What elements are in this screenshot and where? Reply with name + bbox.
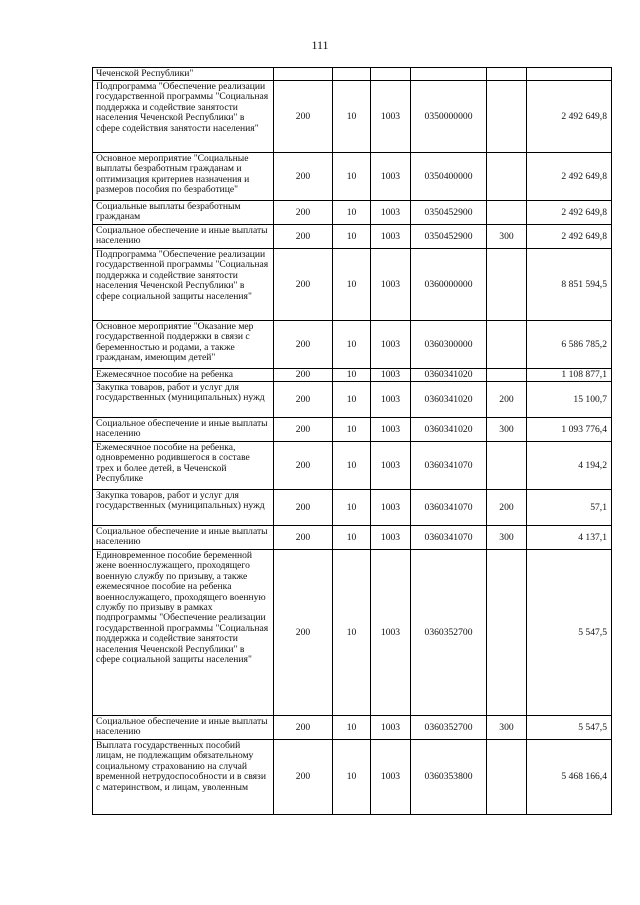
subsection-code-cell: 1003: [371, 249, 411, 321]
subsection-code-cell: 1003: [371, 225, 411, 249]
ministry-code-cell: 200: [274, 225, 333, 249]
amount-cell: 6 586 785,2: [527, 321, 612, 369]
section-code-cell: 10: [333, 490, 371, 526]
subsection-code-cell: 1003: [371, 442, 411, 490]
ministry-code-cell: 200: [274, 490, 333, 526]
ministry-code-cell: 200: [274, 442, 333, 490]
expense-name-cell: Социальное обеспечение и иные выплаты населению: [93, 716, 274, 740]
table-row: [93, 418, 612, 442]
budget-table-body: [93, 68, 612, 815]
expense-type-code-cell: 200: [487, 490, 527, 526]
target-article-code-cell: 0360341070: [411, 526, 487, 550]
amount-cell: 1 108 877,1: [527, 369, 612, 382]
expense-name-cell: Единовременное пособие беременной жене военнослужащего, проходящего военную службу по призыву, а также ежемесячное пособие на ребенка военнослужащего, проходящего военную службу по призыву в рамках подпрограммы "Обеспечение реализации государственной программы "Социальная поддержка и содействие занятости населения Чеченской Республики" в сфере социальной защиты населения": [93, 550, 274, 716]
ministry-code-cell: 200: [274, 369, 333, 382]
target-article-code-cell: 0360341020: [411, 382, 487, 418]
subsection-code-cell: 1003: [371, 550, 411, 716]
subsection-code-cell: 1003: [371, 418, 411, 442]
expense-type-code-cell: [487, 68, 527, 81]
subsection-code-cell: 1003: [371, 526, 411, 550]
expense-type-code-cell: 300: [487, 716, 527, 740]
expense-type-code-cell: [487, 321, 527, 369]
ministry-code-cell: 200: [274, 201, 333, 225]
expense-name-cell: Закупка товаров, работ и услуг для государственных (муниципальных) нужд: [93, 382, 274, 418]
section-code-cell: 10: [333, 321, 371, 369]
ministry-code-cell: 200: [274, 418, 333, 442]
ministry-code-cell: 200: [274, 740, 333, 815]
table-row: [93, 225, 612, 249]
subsection-code-cell: 1003: [371, 740, 411, 815]
target-article-code-cell: 0360341020: [411, 418, 487, 442]
amount-cell: 8 851 594,5: [527, 249, 612, 321]
amount-cell: 1 093 776,4: [527, 418, 612, 442]
table-row: [93, 526, 612, 550]
expense-name-cell: Чеченской Республики": [93, 68, 274, 81]
section-code-cell: 10: [333, 369, 371, 382]
expense-name-cell: Основное мероприятие "Оказание мер государственной поддержки в связи с беременностью и родами, а также гражданам, имеющим детей": [93, 321, 274, 369]
subsection-code-cell: 1003: [371, 81, 411, 153]
section-code-cell: 10: [333, 249, 371, 321]
ministry-code-cell: 200: [274, 716, 333, 740]
ministry-code-cell: 200: [274, 382, 333, 418]
ministry-code-cell: 200: [274, 249, 333, 321]
target-article-code-cell: 0350452900: [411, 201, 487, 225]
target-article-code-cell: 0360341020: [411, 369, 487, 382]
section-code-cell: 10: [333, 418, 371, 442]
table-row: [93, 321, 612, 369]
budget-table: [92, 67, 612, 815]
expense-type-code-cell: [487, 249, 527, 321]
table-row: [93, 716, 612, 740]
subsection-code-cell: 1003: [371, 382, 411, 418]
subsection-code-cell: 1003: [371, 153, 411, 201]
expense-type-code-cell: [487, 740, 527, 815]
target-article-code-cell: 0350452900: [411, 225, 487, 249]
subsection-code-cell: 1003: [371, 321, 411, 369]
target-article-code-cell: 0360341070: [411, 490, 487, 526]
ministry-code-cell: 200: [274, 550, 333, 716]
amount-cell: 5 547,5: [527, 716, 612, 740]
table-row: [93, 153, 612, 201]
table-row: [93, 490, 612, 526]
ministry-code-cell: 200: [274, 321, 333, 369]
target-article-code-cell: 0360352700: [411, 550, 487, 716]
section-code-cell: 10: [333, 526, 371, 550]
expense-name-cell: Ежемесячное пособие на ребенка, одновременно родившегося в составе трех и более детей, в Чеченской Республике: [93, 442, 274, 490]
ministry-code-cell: [274, 68, 333, 81]
amount-cell: 5 468 166,4: [527, 740, 612, 815]
section-code-cell: 10: [333, 550, 371, 716]
amount-cell: 57,1: [527, 490, 612, 526]
expense-type-code-cell: [487, 550, 527, 716]
expense-name-cell: Выплата государственных пособий лицам, не подлежащим обязательному социальному страхованию на случай временной нетрудоспособности и в связи с материнством, и лицам, уволенным: [93, 740, 274, 815]
amount-cell: 2 492 649,8: [527, 81, 612, 153]
target-article-code-cell: 0360352700: [411, 716, 487, 740]
section-code-cell: 10: [333, 153, 371, 201]
expense-type-code-cell: [487, 81, 527, 153]
expense-type-code-cell: [487, 442, 527, 490]
amount-cell: 2 492 649,8: [527, 201, 612, 225]
table-row: [93, 550, 612, 716]
expense-name-cell: Основное мероприятие "Социальные выплаты безработным гражданам и оптимизация критериев назначения и размеров пособия по безработице": [93, 153, 274, 201]
section-code-cell: 10: [333, 81, 371, 153]
subsection-code-cell: 1003: [371, 490, 411, 526]
ministry-code-cell: 200: [274, 153, 333, 201]
subsection-code-cell: 1003: [371, 716, 411, 740]
page-number: 111: [311, 38, 329, 52]
amount-cell: 4 194,2: [527, 442, 612, 490]
ministry-code-cell: 200: [274, 526, 333, 550]
amount-cell: 2 492 649,8: [527, 153, 612, 201]
section-code-cell: 10: [333, 716, 371, 740]
section-code-cell: 10: [333, 382, 371, 418]
target-article-code-cell: 0360353800: [411, 740, 487, 815]
section-code-cell: [333, 68, 371, 81]
expense-type-code-cell: 300: [487, 526, 527, 550]
section-code-cell: 10: [333, 225, 371, 249]
section-code-cell: 10: [333, 442, 371, 490]
expense-name-cell: Закупка товаров, работ и услуг для государственных (муниципальных) нужд: [93, 490, 274, 526]
amount-cell: 15 100,7: [527, 382, 612, 418]
target-article-code-cell: 0360341070: [411, 442, 487, 490]
table-row: [93, 382, 612, 418]
expense-type-code-cell: [487, 153, 527, 201]
table-row: [93, 249, 612, 321]
subsection-code-cell: 1003: [371, 369, 411, 382]
subsection-code-cell: 1003: [371, 201, 411, 225]
expense-name-cell: Социальное обеспечение и иные выплаты населению: [93, 225, 274, 249]
expense-type-code-cell: 300: [487, 418, 527, 442]
table-row: [93, 201, 612, 225]
expense-type-code-cell: 200: [487, 382, 527, 418]
table-row: [93, 369, 612, 382]
expense-name-cell: Ежемесячное пособие на ребенка: [93, 369, 274, 382]
target-article-code-cell: 0360300000: [411, 321, 487, 369]
table-row: [93, 442, 612, 490]
expense-name-cell: Социальное обеспечение и иные выплаты населению: [93, 418, 274, 442]
expense-name-cell: Подпрограмма "Обеспечение реализации государственной программы "Социальная поддержка и содействие занятости населения Чеченской Республики" в сфере содействия занятости населения": [93, 81, 274, 153]
amount-cell: 4 137,1: [527, 526, 612, 550]
expense-type-code-cell: [487, 369, 527, 382]
table-row: [93, 740, 612, 815]
section-code-cell: 10: [333, 201, 371, 225]
amount-cell: 2 492 649,8: [527, 225, 612, 249]
expense-name-cell: Социальное обеспечение и иные выплаты населению: [93, 526, 274, 550]
expense-type-code-cell: [487, 201, 527, 225]
target-article-code-cell: 0360000000: [411, 249, 487, 321]
target-article-code-cell: [411, 68, 487, 81]
section-code-cell: 10: [333, 740, 371, 815]
subsection-code-cell: [371, 68, 411, 81]
ministry-code-cell: 200: [274, 81, 333, 153]
table-row: [93, 68, 612, 81]
expense-type-code-cell: 300: [487, 225, 527, 249]
amount-cell: [527, 68, 612, 81]
target-article-code-cell: 0350400000: [411, 153, 487, 201]
expense-name-cell: Подпрограмма "Обеспечение реализации государственной программы "Социальная поддержка и содействие занятости населения Чеченской Республики" в сфере социальной защиты населения": [93, 249, 274, 321]
expense-name-cell: Социальные выплаты безработным гражданам: [93, 201, 274, 225]
target-article-code-cell: 0350000000: [411, 81, 487, 153]
amount-cell: 5 547,5: [527, 550, 612, 716]
table-row: [93, 81, 612, 153]
